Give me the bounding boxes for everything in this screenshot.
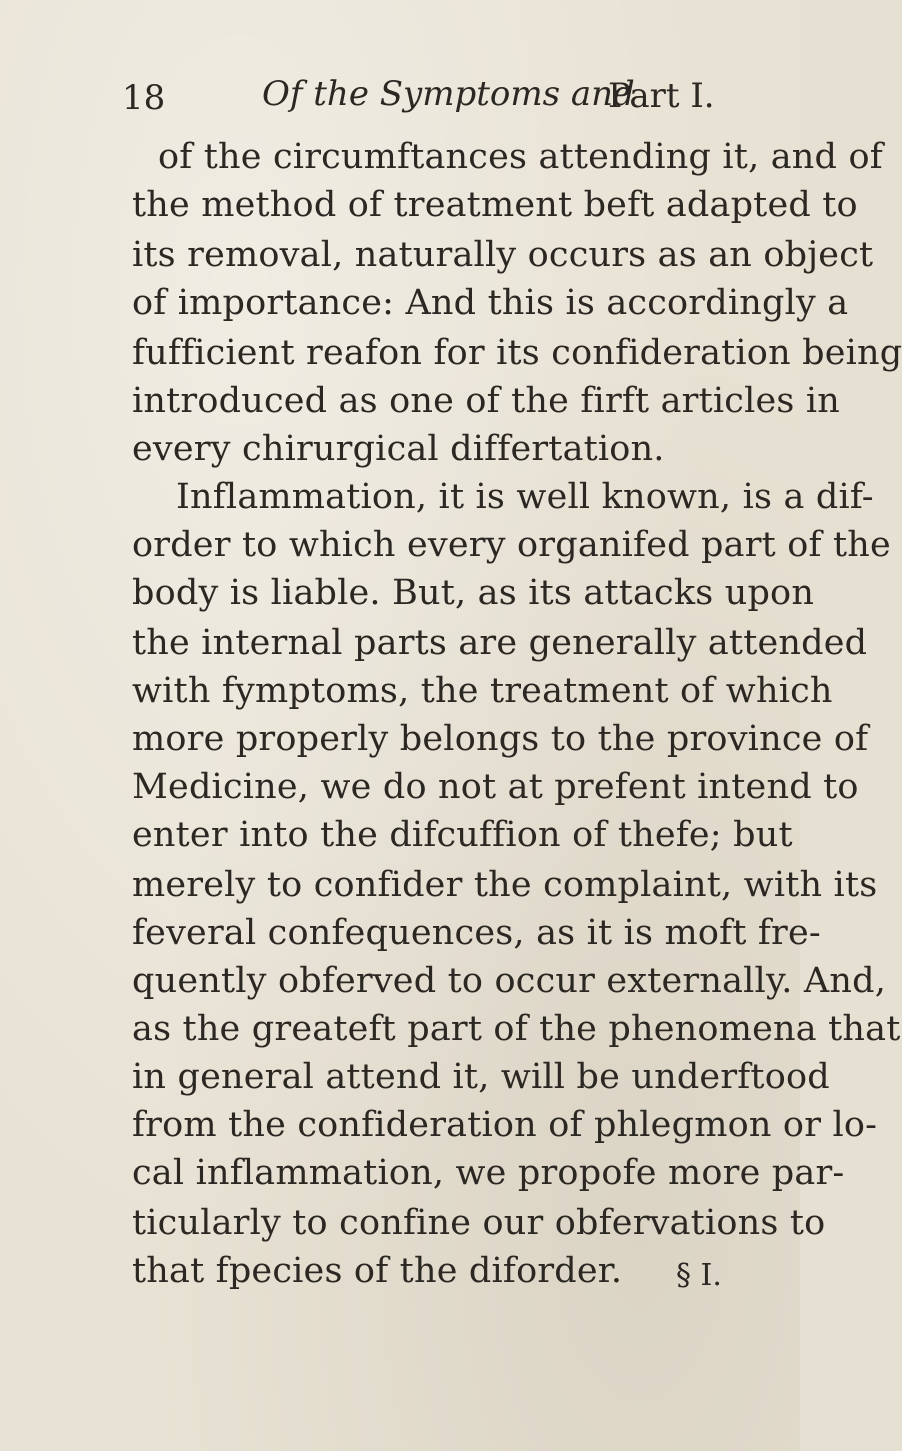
text-line: the method of treatment beft adapted to (132, 185, 858, 225)
text-line: more properly belongs to the province of (132, 719, 869, 759)
text-line: from the confideration of phlegmon or lo- (132, 1105, 878, 1145)
page-number: 18 (122, 78, 166, 118)
page-header (0, 72, 800, 122)
text-line: that fpecies of the diforder. (132, 1251, 623, 1291)
text-line: of the circumftances attending it, and of (158, 137, 883, 177)
text-line: of importance: And this is accordingly a (132, 283, 849, 323)
text-line: in general attend it, will be underftood (132, 1057, 830, 1097)
part-label: Part I. (608, 76, 715, 116)
text-line: every chirurgical differtation. (132, 429, 665, 469)
text-line: quently obferved to occur externally. And, (132, 961, 887, 1001)
text-line: body is liable. But, as its attacks upon (132, 573, 815, 613)
text-line: introduced as one of the firft articles in (132, 381, 841, 421)
text-line: order to which every organifed part of the (132, 525, 891, 565)
text-line: merely to confider the complaint, with its (132, 865, 878, 905)
text-line: its removal, naturally occurs as an object (132, 235, 874, 275)
text-line: with fymptoms, the treatment of which (132, 671, 833, 711)
text-line: feveral confequences, as it is moft fre- (132, 913, 821, 953)
text-line: ticularly to confine our obfervations to (132, 1203, 826, 1243)
text-line: the internal parts are generally attended (132, 623, 868, 663)
text-line: as the greateft part of the phenomena that (132, 1009, 901, 1049)
text-line: cal inflammation, we propofe more par- (132, 1153, 845, 1193)
text-line: enter into the difcuffion of thefe; but (132, 815, 793, 855)
text-line: Medicine, we do not at prefent intend to (132, 767, 859, 807)
text-line: fufficient reafon for its confideration being (132, 333, 902, 373)
text-line: Inflammation, it is well known, is a dif- (176, 477, 874, 517)
signature-mark: § I. (676, 1258, 722, 1293)
running-title: Of the Symptoms and (262, 74, 635, 114)
